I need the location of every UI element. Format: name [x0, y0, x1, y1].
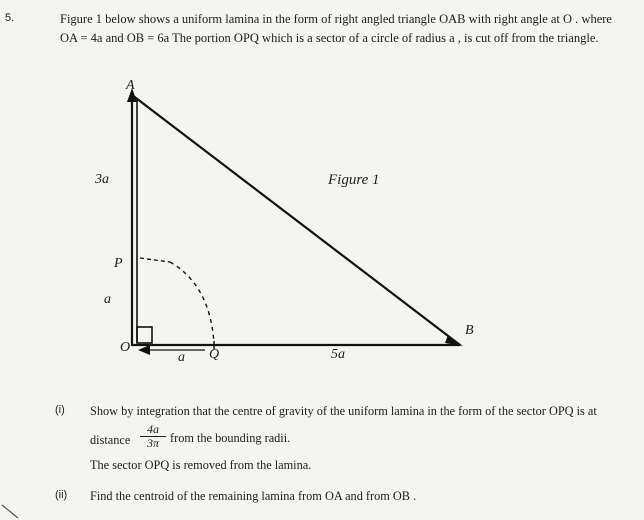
part-i-line-1: Show by integration that the centre of gravity of the uniform lamina in the form of the sector OPQ is at — [90, 404, 597, 418]
margin-mark — [2, 505, 18, 518]
right-angle-marker — [137, 327, 152, 343]
centroid-distance-fraction — [140, 423, 166, 450]
vertex-label-A: A — [126, 78, 135, 93]
side-label-a-horizontal: a — [178, 350, 185, 365]
part-ii-line-1: Find the centroid of the remaining lamina from OA and from OB . — [90, 489, 417, 503]
point-label-P: P — [114, 256, 123, 271]
part-i-line-3: The sector OPQ is removed from the lamina. — [90, 458, 312, 472]
fraction-denominator: 3π — [146, 436, 159, 450]
question-intro-line-2: OA = 4a and OB = 6a The portion OPQ which is a sector of a circle of radius a , is cut off from the triangle. — [60, 31, 599, 45]
sector-radius-OP-dashed — [140, 258, 170, 262]
figure-title: Figure 1 — [328, 172, 380, 188]
side-label-3a: 3a — [95, 172, 109, 187]
question-number: 5. — [5, 12, 15, 24]
part-i-marker: (i) — [55, 404, 65, 416]
side-AB — [132, 95, 460, 345]
vertex-label-B: B — [465, 323, 474, 338]
vertex-label-O: O — [120, 340, 131, 355]
part-i-distance-tail: from the bounding radii. — [170, 431, 291, 445]
point-label-Q: Q — [209, 347, 220, 362]
part-i-distance-label: distance — [90, 433, 131, 447]
side-label-a-vertical: a — [104, 292, 111, 307]
side-label-5a: 5a — [331, 347, 345, 362]
sector-arc-PQ — [170, 262, 214, 343]
part-ii-marker: (ii) — [55, 489, 68, 501]
fraction-numerator: 4a — [140, 423, 166, 437]
question-intro-line-1: Figure 1 below shows a uniform lamina in the form of right angled triangle OAB with right angle at O . where — [60, 12, 612, 26]
